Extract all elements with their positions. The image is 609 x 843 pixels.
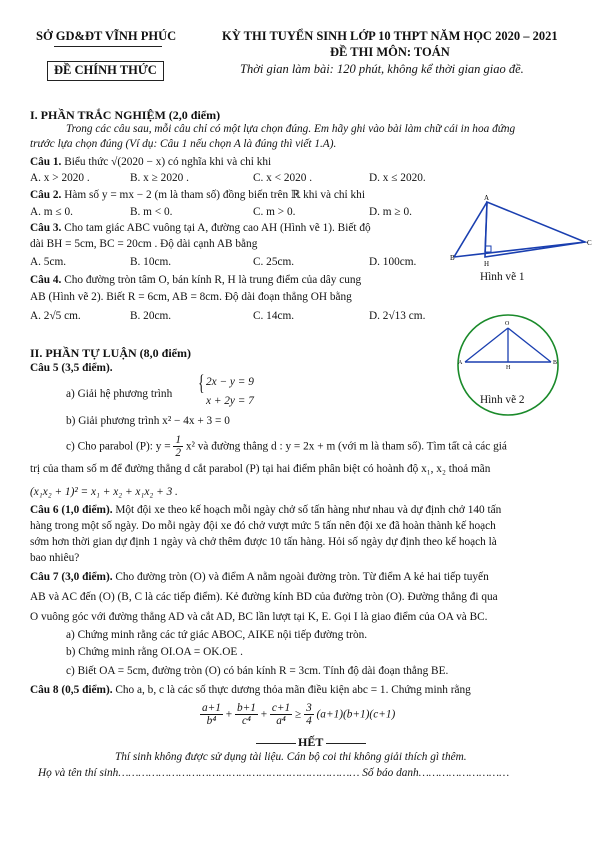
radius-ob [508,328,551,362]
figure-2-caption: Hình vẽ 2 [480,394,525,406]
q5a-equation-2: x + 2y = 7 [206,395,254,407]
question-6-line1: Một đội xe theo kế hoạch mỗi ngày chở số tấn hàng như nhau và dự định chở 140 tấn [115,504,502,516]
q5a-text: a) Giải hệ phương trình [66,388,173,400]
question-2-text: Hàm số y = mx − 2 (m là tham số) đồng biến trên ℝ khi và chỉ khi [64,189,365,201]
question-6-label: Câu 6 (1,0 điểm). [30,504,113,516]
q4-option-c: C. 14cm. [253,310,295,322]
question-6 [30,503,501,517]
question-3-label: Câu 3. [30,222,62,234]
fraction-3-den: a⁴ [276,715,286,728]
exam-title: KỲ THI TUYỂN SINH LỚP 10 THPT NĂM HỌC 2020 – 2021 [222,29,558,43]
q5c-line3: (x₁x₂ + 1)² = x₁ + x₂ + x₁x₂ + 3 . [30,486,178,498]
inequality-rhs: (a+1)(b+1)(c+1) [316,708,396,721]
question-2 [30,188,365,202]
question-7-line2: AB và AC đến (O) (B, C là các tiếp điểm). Kẻ đường kính BD của đường tròn (O). Đường thẳng đi qua [30,591,498,603]
question-6-line3: sớm hơn thời gian dự định 1 ngày và chở thêm được 10 tấn hàng. Hỏi số ngày dự định theo kế hoạch là [30,536,497,548]
q2-option-d: D. m ≥ 0. [369,206,412,218]
q5c-line1-start: c) Cho parabol (P): y = [66,440,171,453]
figure-1-caption: Hình vẽ 1 [480,271,525,283]
question-5-label: Câu 5 (3,5 điểm). [30,362,113,374]
fraction-4-den: 4 [306,715,312,728]
question-8-text: Cho a, b, c là các số thực dương thỏa mãn điều kiện abc = 1. Chứng minh rằng [115,684,471,696]
fraction-one-half [173,434,183,460]
inequality [200,702,395,728]
question-7c: c) Biết OA = 5cm, đường tròn (O) có bán kính R = 3cm. Tính độ dài đoạn thẳng BE. [66,665,449,677]
triangle-abc [485,202,585,257]
question-3 [30,221,371,235]
footer-note: Thí sinh không được sử dụng tài liệu. Cán bộ coi thi không giải thích gì thêm. [115,751,467,763]
altitude-ah [485,202,487,252]
question-7-line1: Cho đường tròn (O) và điểm A nằm ngoài đường tròn. Từ điểm A kẻ hai tiếp tuyến [115,571,489,583]
end-marker: HẾT [298,735,324,749]
fraction-2-den: c⁴ [241,715,251,728]
label-b2: B [553,360,558,366]
q5c-line1 [66,434,507,460]
q3-option-a: A. 5cm. [30,256,67,268]
q3-option-d: D. 100cm. [369,256,417,268]
radius-oa [465,328,508,362]
q1-option-b: B. x ≥ 2020 . [130,172,189,184]
q1-option-c: C. x < 2020 . [253,172,313,184]
q5b-text: b) Giải phương trình x² − 4x + 3 = 0 [66,415,230,427]
q2-option-c: C. m > 0. [253,206,296,218]
part1-intro-line2: trước lựa chọn đúng (Ví dụ: Câu 1 nếu chọn A là đúng thì viết 1.A). [30,138,337,150]
q2-option-a: A. m ≤ 0. [30,206,73,218]
plus-sign-1: + [225,708,233,721]
question-8 [30,683,471,697]
q5a-equation-1: 2x − y = 9 [206,376,254,388]
question-1-label: Câu 1. [30,156,62,168]
question-4-label: Câu 4. [30,274,62,286]
fraction-1 [200,702,223,728]
department-name: SỞ GD&ĐT VĨNH PHÚC [36,29,177,43]
q1-option-d: D. x ≤ 2020. [369,172,426,184]
fraction-1-den: b⁴ [206,715,217,728]
label-a2: A [458,360,463,366]
fraction-3 [270,702,292,728]
fraction-numerator: 1 [175,434,182,446]
official-badge: ĐỀ CHÍNH THỨC [47,61,164,81]
fraction-4-num: 3 [306,702,312,714]
fraction-2 [235,702,258,728]
question-7-label: Câu 7 (3,0 điểm). [30,571,113,583]
q3-option-c: C. 25cm. [253,256,295,268]
q5c-line2: trị của tham số m để đường thẳng d cắt parabol (P) tại hai điểm phân biệt có hoành độ x₁, x₂ thoả mãn [30,463,491,475]
label-h2: H [506,365,511,371]
fraction-1-num: a+1 [202,702,221,714]
label-o: O [505,321,510,327]
label-h: H [484,260,490,268]
side-bc [454,242,585,257]
side-ab [454,202,487,257]
figure-1-right-triangle [450,190,600,270]
end-rule-right [326,743,366,744]
question-7b: b) Chứng minh rằng OI.OA = OK.OE . [66,646,243,658]
part1-title: I. PHẦN TRẮC NGHIỆM (2,0 điểm) [30,108,221,122]
question-7-line3: O vuông góc với đường thẳng AD và cắt AD, BC lần lượt tại K, E. Gọi I là giao điểm của OA và BC. [30,611,488,623]
question-4-line1: Cho đường tròn tâm O, bán kính R, H là trung điểm của dây cung [64,274,362,286]
q2-option-b: B. m < 0. [130,206,173,218]
q5c-line1-end: x² và đường thẳng d : y = 2x + m (với m là tham số). Tìm tất cả các giá [185,440,507,453]
exam-duration: Thời gian làm bài: 120 phút, không kể thời gian giao đề. [240,62,524,76]
fraction-denominator: 2 [175,447,182,460]
question-4-line2: AB (Hình vẽ 2). Biết R = 6cm, AB = 8cm. Độ dài đoạn thẳng OH bằng [30,291,352,303]
question-2-label: Câu 2. [30,189,62,201]
fraction-2-num: b+1 [236,702,256,714]
question-3-line1: Cho tam giác ABC vuông tại A, đường cao AH (Hình vẽ 1). Biết độ [64,222,371,234]
end-rule-left [256,743,296,744]
q4-option-d: D. 2√13 cm. [369,310,426,322]
question-8-label: Câu 8 (0,5 điểm). [30,684,113,696]
q4-option-a: A. 2√5 cm. [30,310,81,322]
header-underline [54,46,162,47]
plus-sign-2: + [260,708,268,721]
q3-option-b: B. 10cm. [130,256,172,268]
fraction-3-num: c+1 [271,702,291,714]
label-b: B [450,254,455,262]
greater-equal-sign: ≥ [295,708,302,721]
label-a: A [484,194,490,202]
part2-title: II. PHẦN TỰ LUẬN (8,0 điểm) [30,346,191,360]
exam-subject: ĐỀ THI MÔN: TOÁN [330,45,450,59]
question-7a: a) Chứng minh rằng các tứ giác ABOC, AIKE nội tiếp đường tròn. [66,629,368,641]
fraction-4 [304,702,314,728]
question-7 [30,570,489,584]
question-6-line4: bao nhiêu? [30,552,80,564]
system-brace: { [198,370,205,395]
label-c: C [587,239,592,247]
part1-intro-line1: Trong các câu sau, mỗi câu chỉ có một lựa chọn đúng. Em hãy ghi vào bài làm chữ cái in hoa đứng [66,123,516,135]
question-3-line2: dài BH = 5cm, BC = 20cm . Độ dài cạnh AB bằng [30,238,258,250]
question-1 [30,155,271,169]
candidate-info-line: Họ và tên thí sinh……………………………………………………………… Số báo danh……………………… [38,767,510,779]
q1-option-a: A. x > 2020 . [30,172,90,184]
question-1-text: Biểu thức √(2020 − x) có nghĩa khi và chỉ khi [64,156,272,168]
q4-option-b: B. 20cm. [130,310,172,322]
question-4 [30,273,361,287]
question-6-line2: hàng trong một số ngày. Do mỗi ngày đội xe đó chở vượt mức 5 tấn nên đội xe đã hoàn thành kế hoạch [30,520,496,532]
